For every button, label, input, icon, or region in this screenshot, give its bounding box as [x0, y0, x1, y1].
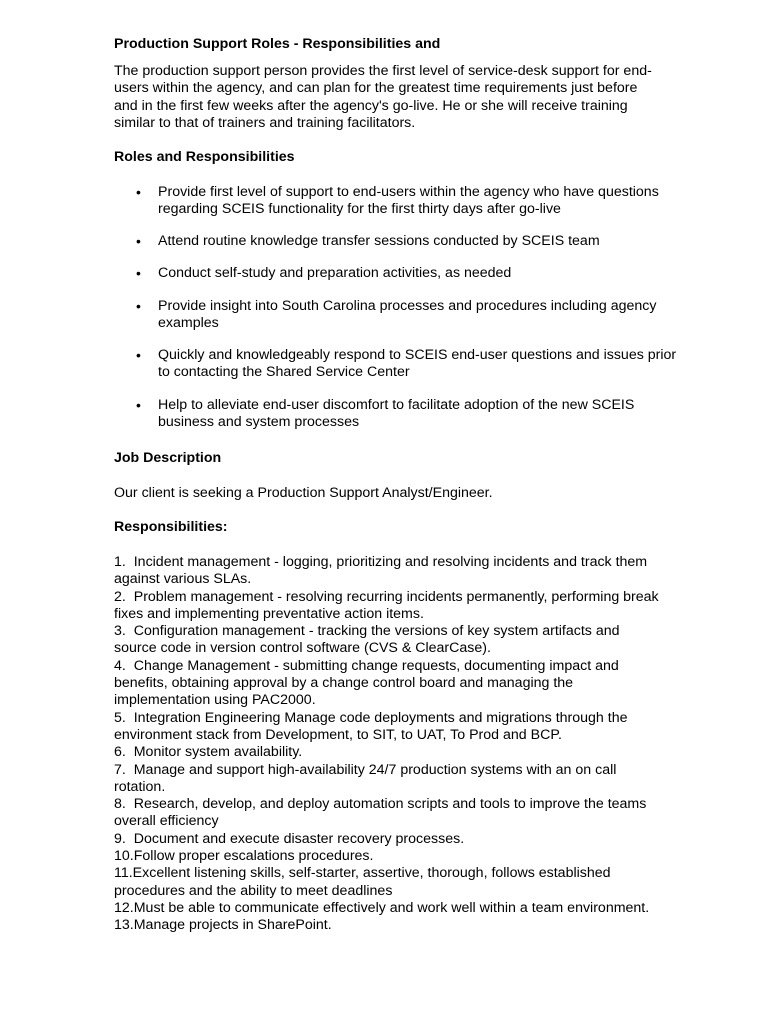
list-item: 7. Manage and support high-availability 24/7 production systems with an on call rotation.: [114, 761, 617, 795]
list-item: 13.Manage projects in SharePoint.: [114, 917, 332, 934]
list-item: 10.Follow proper escalations procedures.: [114, 848, 374, 865]
job-text: Our client is seeking a Production Support Analyst/Engineer.: [114, 485, 493, 501]
responsibilities-list: [114, 554, 659, 935]
list-item: • Attend routine knowledge transfer sessions conducted by SCEIS team: [136, 233, 600, 249]
bullet-icon: •: [136, 184, 141, 200]
document-title: Production Support Roles - Responsibilities and: [114, 36, 441, 52]
list-item: 3. Configuration management - tracking the versions of key system artifacts and source code in version control software (CVS & ClearCase).: [114, 623, 620, 657]
list-item: • Provide insight into South Carolina processes and procedures including agency examples: [136, 298, 657, 332]
list-item: 12.Must be able to communicate effectively and work well within a team environment.: [114, 899, 650, 916]
bullet-icon: •: [136, 298, 141, 314]
list-item: 4. Change Management - submitting change requests, documenting impact and benefits, obtaining approval by a change control board and managing the implementation using PAC2000.: [114, 657, 619, 709]
list-item: • Quickly and knowledgeably respond to SCEIS end-user questions and issues prior to contacting the Shared Service Center: [136, 347, 677, 381]
list-item: 11.Excellent listening skills, self-starter, assertive, thorough, follows established procedures and the ability to meet deadlines: [114, 865, 611, 899]
bullet-icon: •: [136, 347, 141, 363]
bullet-icon: •: [136, 265, 141, 281]
roles-heading: Roles and Responsibilities: [114, 149, 295, 165]
bullet-icon: •: [136, 233, 141, 249]
list-item: 8. Research, develop, and deploy automation scripts and tools to improve the teams overall efficiency: [114, 796, 647, 830]
job-heading: Job Description: [114, 450, 222, 466]
list-item: 2. Problem management - resolving recurring incidents permanently, performing break fixes and implementing preventative action items.: [114, 588, 659, 622]
list-item: 1. Incident management - logging, prioritizing and resolving incidents and track them against various SLAs.: [114, 554, 648, 588]
responsibilities-heading: Responsibilities:: [114, 519, 228, 535]
list-item: • Conduct self-study and preparation activities, as needed: [136, 265, 512, 281]
list-item: 5. Integration Engineering Manage code deployments and migrations through the environment stack from Development, to SIT, to UAT, To Prod and BCP.: [114, 709, 628, 743]
list-item: • Provide first level of support to end-users within the agency who have questions regarding SCEIS functionality for the first thirty days after go-live: [136, 184, 659, 218]
intro-paragraph: The production support person provides the first level of service-desk support for end-users within the agency, and can plan for the greatest time requirements just before and in the first few weeks after the agency's go-live. He or she will receive training similar to that of trainers and training facilitators.: [114, 63, 652, 131]
bullet-icon: •: [136, 397, 141, 413]
list-item: • Help to alleviate end-user discomfort to facilitate adoption of the new SCEIS business and system processes: [136, 397, 635, 431]
list-item: 9. Document and execute disaster recovery processes.: [114, 830, 465, 847]
list-item: 6. Monitor system availability.: [114, 744, 303, 761]
